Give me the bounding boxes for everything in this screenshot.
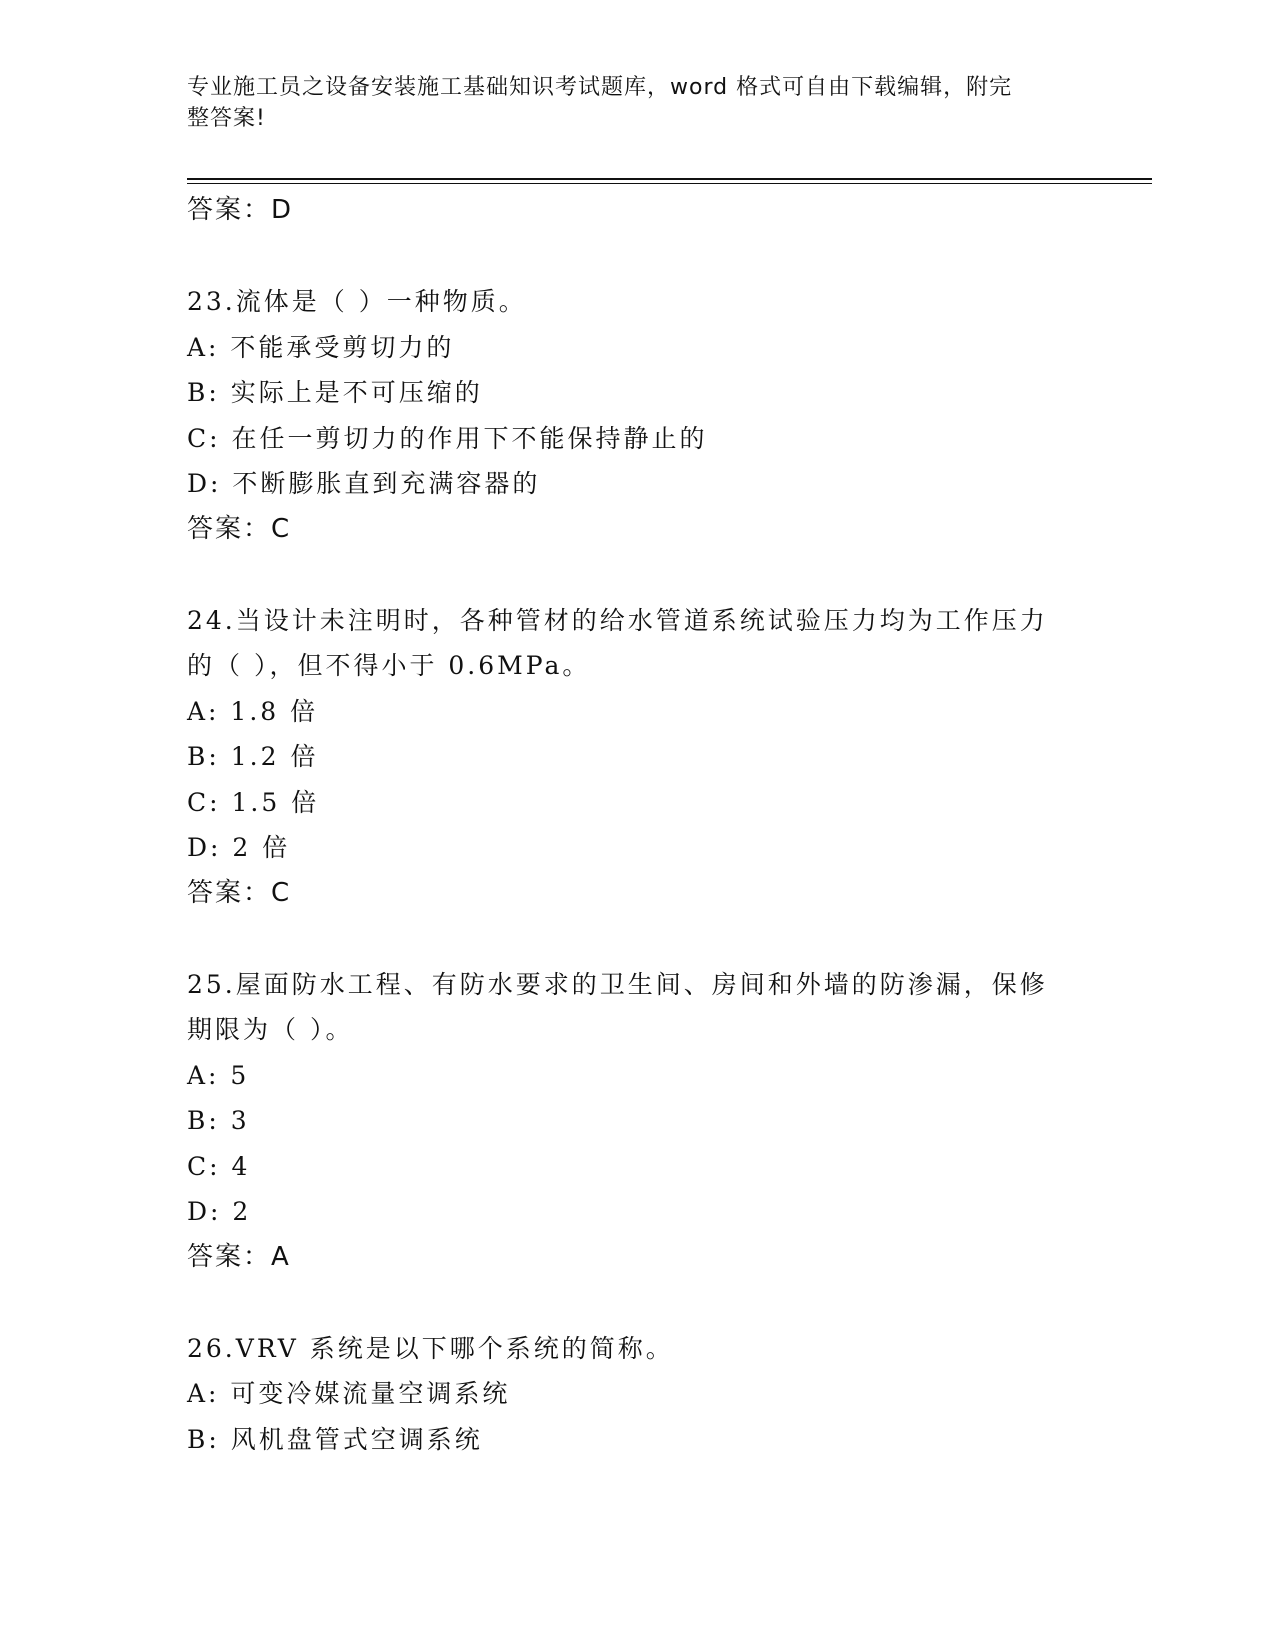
question-25 [187, 962, 1087, 1281]
spacer [187, 1280, 1087, 1326]
answer: 答案：C [187, 877, 292, 908]
option-d: D: 2 [187, 1197, 252, 1226]
question-stem-line-1: 24.当设计未注明时，各种管材的给水管道系统试验压力均为工作压力 [187, 605, 1048, 635]
spacer [187, 234, 1087, 280]
option-b: B: 1.2 倍 [187, 742, 319, 771]
option-a: A: 1.8 倍 [187, 696, 319, 726]
question-23 [187, 279, 1087, 552]
option-b: B: 3 [187, 1106, 250, 1135]
answer-q22: 答案：D [187, 195, 294, 225]
option-a: A: 可变冷媒流量空调系统 [187, 1379, 511, 1408]
question-stem-line-1: 25.屋面防水工程、有防水要求的卫生间、房间和外墙的防渗漏，保修 [187, 969, 1048, 999]
spacer [187, 916, 1087, 962]
question-list [187, 188, 1087, 1462]
document-header [187, 72, 1087, 134]
spacer [187, 552, 1087, 598]
question-stem-line-2: 的（ ），但不得小于 0.6MPa。 [187, 651, 591, 680]
header-divider [187, 178, 1152, 180]
answer: 答案：A [187, 1241, 291, 1272]
option-b: B: 风机盘管式空调系统 [187, 1424, 483, 1454]
header-divider-thin [187, 183, 1152, 184]
option-c: C: 1.5 倍 [187, 787, 320, 817]
option-a: A: 不能承受剪切力的 [187, 332, 455, 362]
option-d: D: 2 倍 [187, 833, 291, 862]
question-24 [187, 598, 1087, 917]
option-d: D: 不断膨胀直到充满容器的 [187, 469, 541, 498]
header-line-1: 专业施工员之设备安装施工基础知识考试题库，word 格式可自由下载编辑，附完 [187, 75, 1013, 100]
option-a: A: 5 [187, 1060, 250, 1090]
header-line-2: 整答案! [187, 106, 266, 131]
option-c: C: 在任一剪切力的作用下不能保持静止的 [187, 423, 708, 453]
option-c: C: 4 [187, 1151, 251, 1181]
option-b: B: 实际上是不可压缩的 [187, 378, 483, 407]
answer: 答案：C [187, 513, 292, 544]
question-stem-line-2: 期限为（ ）。 [187, 1015, 354, 1044]
question-26 [187, 1326, 1087, 1463]
question-stem: 26.VRV 系统是以下哪个系统的简称。 [187, 1333, 674, 1363]
question-stem: 23.流体是（ ）一种物质。 [187, 287, 527, 316]
